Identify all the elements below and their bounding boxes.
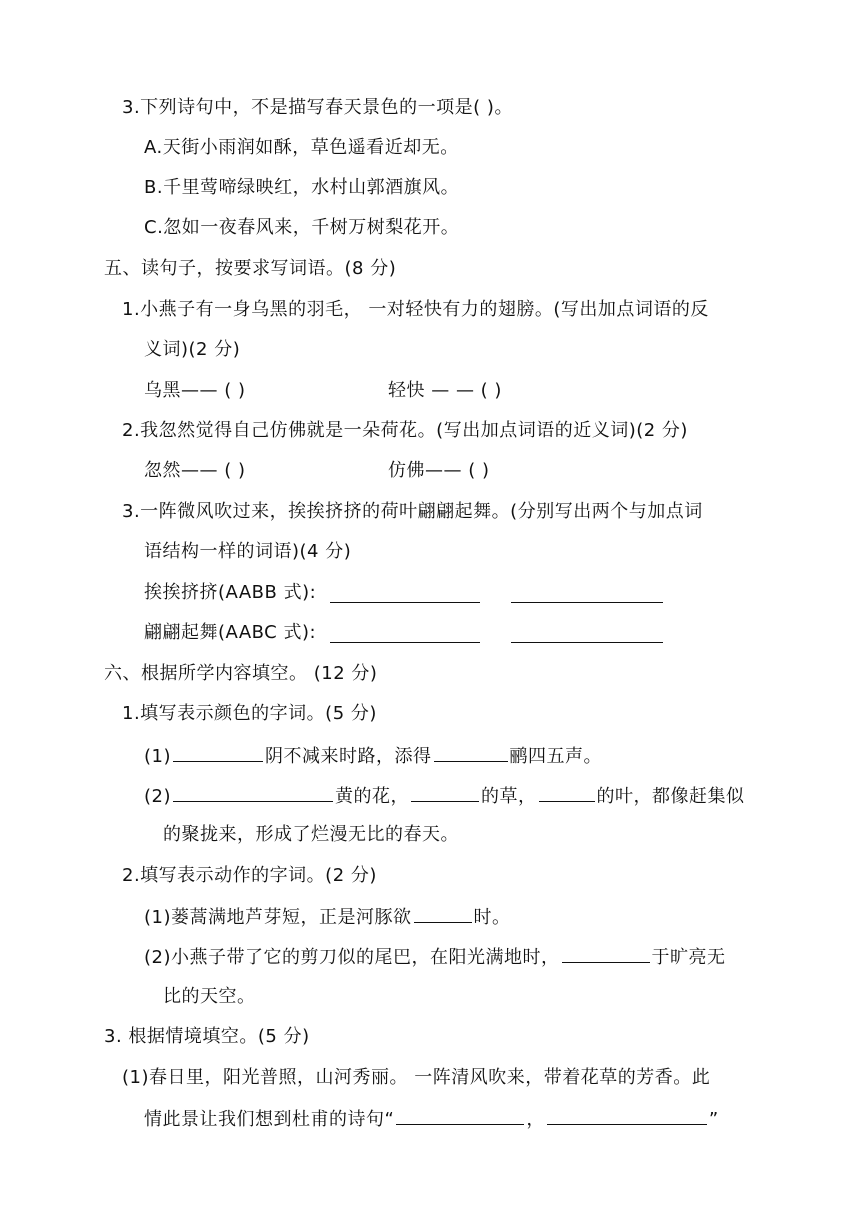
- fill-line: [144, 944, 726, 970]
- fill-line: [144, 1106, 719, 1132]
- fill-text: 情此景让我们想到杜甫的诗句“: [144, 1109, 395, 1130]
- fill-text: 时。: [473, 907, 511, 928]
- fill-text: (1)春日里，阳光普照，山河秀丽。 一阵清风吹来，带着花草的芳香。此: [122, 1067, 711, 1088]
- section-title-6: 六、根据所学内容填空。 (12 分): [104, 663, 378, 684]
- answer-blank[interactable]: [414, 904, 472, 923]
- answer-prompt: 轻快 — — ( ): [388, 380, 502, 401]
- answer-blank[interactable]: [511, 584, 663, 603]
- question-title: 2.填写表示动作的字词。(2 分): [122, 865, 377, 886]
- fill-text: ”: [708, 1109, 719, 1130]
- fill-text: 的叶，都像赶集似: [596, 786, 745, 807]
- answer-blank[interactable]: [562, 944, 650, 963]
- question-stem: 3.下列诗句中，不是描写春天景色的一项是( )。: [122, 97, 513, 118]
- answer-blank[interactable]: [411, 783, 479, 802]
- answer-blank[interactable]: [547, 1106, 707, 1125]
- answer-label: 翩翩起舞(AABC 式):: [144, 622, 317, 643]
- answer-blank[interactable]: [434, 743, 508, 762]
- fill-text: 鹂四五声。: [509, 746, 602, 767]
- answer-blank[interactable]: [511, 624, 663, 643]
- answer-prompt: 仿佛—— ( ): [388, 460, 490, 481]
- section-title-5: 五、读句子，按要求写词语。(8 分): [104, 258, 397, 279]
- fill-line: [144, 904, 511, 930]
- option-b: B.千里莺啼绿映红，水村山郭酒旗风。: [144, 177, 460, 198]
- item-number: (1): [144, 746, 171, 767]
- fill-text: ，: [526, 1109, 545, 1130]
- option-c: C.忽如一夜春风来，千树万树梨花开。: [144, 217, 460, 238]
- answer-prompt: 忽然—— ( ): [144, 460, 246, 481]
- question-text: 1.小燕子有一身乌黑的羽毛， 一对轻快有力的翅膀。(写出加点词语的反: [122, 299, 709, 320]
- fill-text: 黄的花，: [335, 786, 409, 807]
- fill-text: 比的天空。: [163, 986, 256, 1007]
- answer-blank[interactable]: [173, 743, 263, 762]
- fill-text: (2)小燕子带了它的剪刀似的尾巴，在阳光满地时，: [144, 947, 560, 968]
- question-title: 1.填写表示颜色的字词。(5 分): [122, 703, 377, 724]
- answer-blank[interactable]: [173, 783, 333, 802]
- question-text: 2.我忽然觉得自己仿佛就是一朵荷花。(写出加点词语的近义词)(2 分): [122, 420, 688, 441]
- fill-line: [144, 783, 745, 809]
- fill-line: [144, 743, 602, 769]
- fill-text: 于旷亮无: [651, 947, 726, 968]
- answer-blank[interactable]: [396, 1106, 524, 1125]
- answer-prompt: [144, 581, 316, 605]
- question-text: 语结构一样的词语)(4 分): [144, 541, 352, 562]
- fill-text: 阴不减来时路，添得: [265, 746, 432, 767]
- question-text: 3.一阵微风吹过来，挨挨挤挤的荷叶翩翩起舞。(分别写出两个与加点词: [122, 501, 703, 522]
- answer-label: 挨挨挤挤(AABB 式):: [144, 582, 317, 603]
- fill-text: (1)蒌蒿满地芦芽短，正是河豚欲: [144, 907, 412, 928]
- fill-text: 的草，: [481, 786, 537, 807]
- answer-blank[interactable]: [539, 783, 595, 802]
- answer-prompt: [144, 621, 316, 645]
- answer-blank[interactable]: [330, 584, 480, 603]
- item-number: (2): [144, 786, 171, 807]
- answer-blank[interactable]: [330, 624, 480, 643]
- question-title: 3. 根据情境填空。(5 分): [104, 1026, 310, 1047]
- fill-text: 的聚拢来，形成了烂漫无比的春天。: [163, 824, 459, 845]
- option-a: A.天街小雨润如酥，草色遥看近却无。: [144, 137, 459, 158]
- question-text: 义词)(2 分): [144, 339, 241, 360]
- answer-prompt: 乌黑—— ( ): [144, 380, 246, 401]
